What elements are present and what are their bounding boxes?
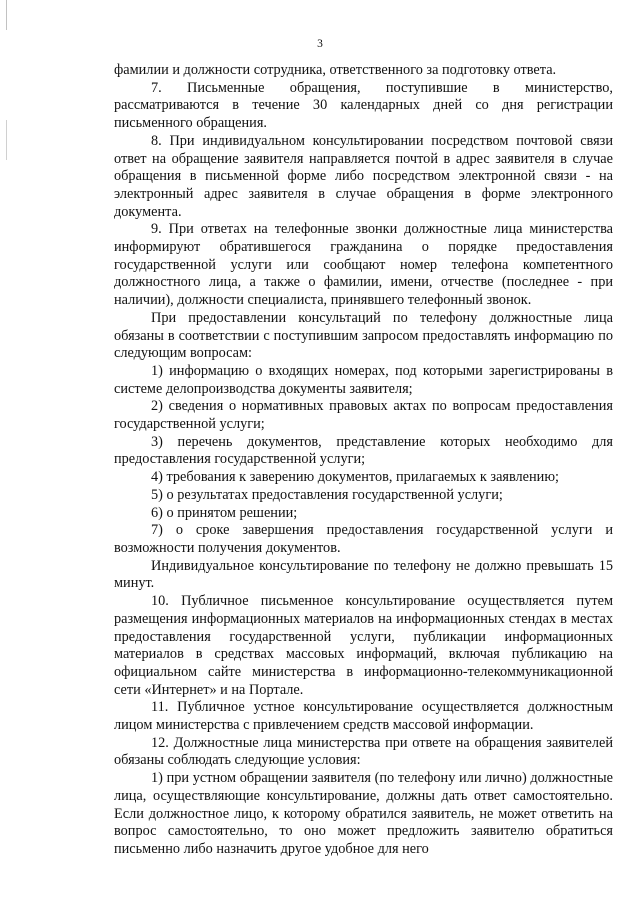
- list-item-4: 4) требования к заверению документов, прилагаемых к заявлению;: [151, 469, 559, 486]
- document-body: [114, 62, 613, 859]
- scan-edge-line: [6, 0, 7, 905]
- list-item-1: 1) информацию о входящих номерах, под которыми зарегистрированы в системе делопроизводства документы заявителя;: [114, 362, 613, 397]
- paragraph-time-limit: Индивидуальное консультирование по телефону не должно превышать 15 минут.: [114, 557, 613, 592]
- paragraph-item-8: 8. При индивидуальном консультировании посредством почтовой связи ответ на обращение заявителя направляется почтой в адрес заявителя в случае обращения в письменной форме либо посредством электронной связи - на электронный адрес заявителя в случае обращения в форме электронного документа.: [114, 132, 613, 220]
- paragraph-item-9: 9. При ответах на телефонные звонки должностные лица министерства информируют обратившегося гражданина о порядке предоставления государственной услуги или сообщают номер телефона компетентного должностного лица, а также о фамилии, имени, отчестве (последнее - при наличии), должности специалиста, принявшего телефонный звонок.: [114, 221, 613, 309]
- list-item-3: 3) перечень документов, представление которых необходимо для предоставления государственной услуги;: [114, 433, 613, 468]
- paragraph-continuation: фамилии и должности сотрудника, ответственного за подготовку ответа.: [114, 62, 557, 78]
- paragraph-phone-consultation: При предоставлении консультаций по телефону должностные лица обязаны в соответствии с поступившим запросом предоставлять информацию по следующим вопросам:: [114, 309, 613, 362]
- paragraph-item-7: 7. Письменные обращения, поступившие в министерство, рассматриваются в течение 30 календарных дней со дня регистрации письменного обращения.: [114, 79, 613, 132]
- list-item-7: 7) о сроке завершения предоставления государственной услуги и возможности получения документов.: [114, 522, 613, 556]
- list-item-5: 5) о результатах предоставления государственной услуги;: [151, 486, 503, 503]
- paragraph-item-11: 11. Публичное устное консультирование осуществляется должностным лицом министерства с привлечением средств массовой информации.: [114, 699, 613, 734]
- list-item-6: 6) о принятом решении;: [151, 504, 298, 521]
- paragraph-item-10: 10. Публичное письменное консультирование осуществляется путем размещения информационных материалов на информационных стендах в местах предоставления государственной услуги, публикации информационных материалов в средствах массовых информаций, включая публикацию на официальном сайте министерства в информационно-телекоммуникационной сети «Интернет» и на Портале.: [114, 593, 613, 698]
- condition-item-1: 1) при устном обращении заявителя (по телефону или лично) должностные лица, осуществляющие консультирование, должны дать ответ самостоятельно. Если должностное лицо, к которому обратился заявитель, не может ответить на вопрос самостоятельно, то оно может предложить заявителю обратиться письменно либо назначить другое удобное для него: [114, 770, 613, 857]
- page-number: 3: [317, 38, 323, 50]
- paragraph-item-12: 12. Должностные лица министерства при ответе на обращения заявителей обязаны соблюдать следующие условия:: [114, 734, 613, 769]
- list-item-2: 2) сведения о нормативных правовых актах по вопросам предоставления государственной услуги;: [114, 398, 613, 433]
